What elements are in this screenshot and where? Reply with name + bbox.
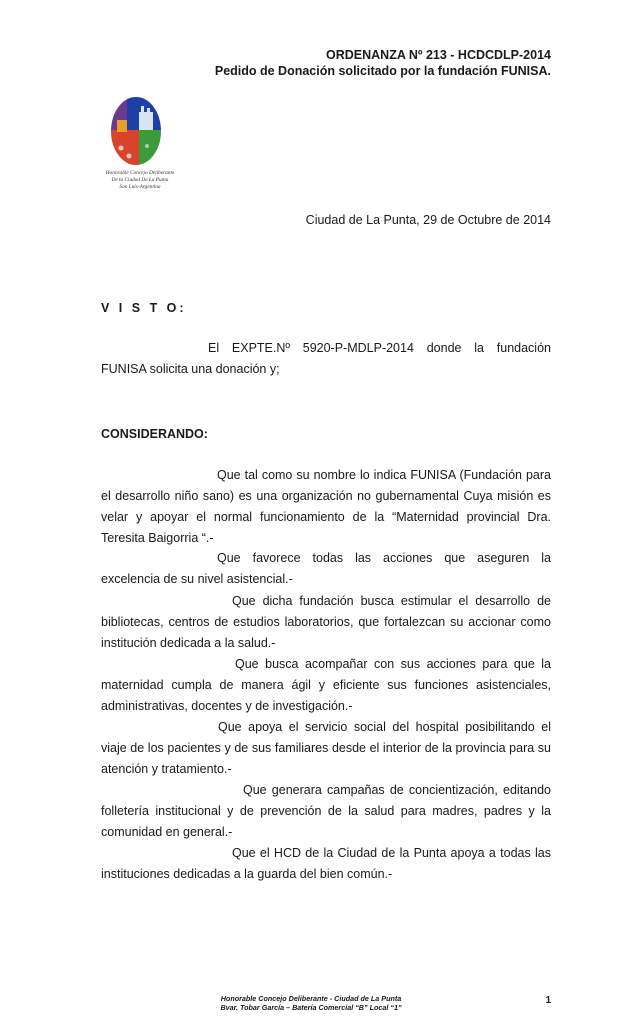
document-date: Ciudad de La Punta, 29 de Octubre de 2014 <box>305 213 551 227</box>
considerando-heading: CONSIDERANDO: <box>101 427 208 441</box>
considerando-paragraph: Que tal como su nombre lo indica FUNISA (Fundación para el desarrollo niño sano) es una organización no gubernamental Cuya misión es velar y apoyar el normal funcionamiento de la “Maternidad provincial Dra. Teresita Baigorria “.- <box>101 468 551 545</box>
ordinance-number: ORDENANZA Nº 213 - HCDCDLP-2014 <box>326 48 551 62</box>
considerando-paragraph: Que el HCD de la Ciudad de la Punta apoya a todas las instituciones dedicadas a la guarda del bien común.- <box>101 846 551 881</box>
considerando-paragraph: Que apoya el servicio social del hospital posibilitando el viaje de los pacientes y de sus familiares desde el interior de la provincia para su atención y tratamiento.- <box>101 720 551 776</box>
footer-institution: Honorable Concejo Deliberante - Ciudad de La Punta <box>220 994 402 1003</box>
council-seal-icon <box>103 90 169 170</box>
considerando-paragraph: Que busca acompañar con sus acciones para que la maternidad cumpla de manera ágil y eficiente sus funciones asistenciales, administrativas, docentes y de investigación.- <box>101 657 551 713</box>
institution-name-line: De la Ciudad De La Punta <box>111 177 169 183</box>
visto-heading: V I S T O: <box>101 301 187 315</box>
visto-paragraph: El EXPTE.Nº 5920-P-MDLP-2014 donde la fundación FUNISA solicita una donación y; <box>101 341 551 376</box>
considerando-paragraph: Que dicha fundación busca estimular el desarrollo de bibliotecas, centros de estudios laboratorios, que fortalezcan su accionar como institución dedicada a la salud.- <box>101 594 551 650</box>
institution-name-line: San Luis-Argentina <box>119 184 161 190</box>
considerando-paragraph: Que generara campañas de concientización, editando folletería institucional y de prevención de la salud para madres, padres y la comunidad en general.- <box>101 783 551 839</box>
institution-name-line: Honorable Concejo Deliberante <box>105 170 175 176</box>
footer-address: Bvar. Tobar García – Batería Comercial “B” Local “1” <box>220 1003 402 1012</box>
considerando-paragraph: Que favorece todas las acciones que aseguren la excelencia de su nivel asistencial.- <box>101 551 551 586</box>
ordinance-subject: Pedido de Donación solicitado por la fundación FUNISA. <box>214 64 551 78</box>
page-number: 1 <box>545 995 551 1006</box>
